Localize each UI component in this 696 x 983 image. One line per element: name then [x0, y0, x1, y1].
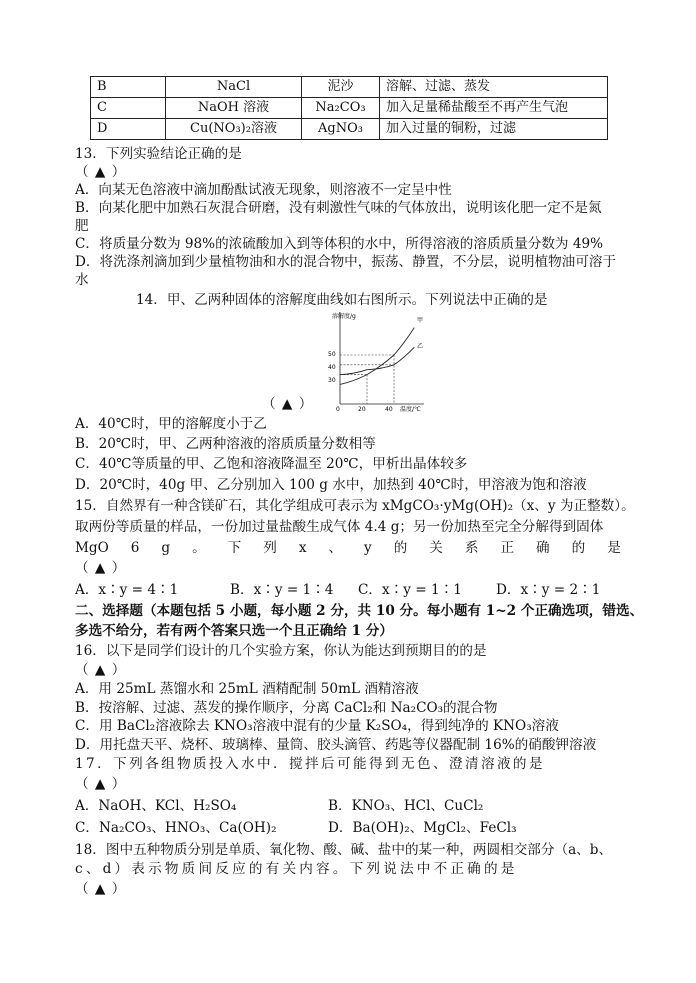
q16-stem: 16．以下是同学们设计的几个实验方案，你认为能达到预期目的的是: [75, 643, 487, 659]
curve-yi-label: 乙: [417, 343, 424, 350]
impurity-cell: Na₂CO₃: [302, 98, 380, 119]
y-tick-50: 50: [328, 351, 336, 358]
table-row: [91, 119, 608, 140]
q13-option-c: C．将质量分数为 98%的浓硫酸加入到等体积的水中，所得溶液的溶质质量分数为 49%: [75, 236, 604, 252]
q13-option-d: D．将洗涤剂滴加到少量植物油和水的混合物中，振荡、静置，不分层，说明植物油可溶于: [75, 254, 617, 270]
q14-option-b: B．20℃时，甲、乙两种溶液的溶质质量分数相等: [75, 436, 376, 452]
q17-option-c: C．Na₂CO₃、HNO₃、Ca(OH)₂: [75, 820, 277, 836]
q13-option-b: B．向某化肥中加熟石灰混合研磨，没有刺激性气味的气体放出，说明该化肥一定不是氮: [75, 200, 602, 216]
q17-option-a: A．NaOH、KCl、H₂SO₄: [75, 798, 237, 814]
q18-line1: 18．图中五种物质分别是单质、氧化物、酸、碱、盐中的某一种，两圆相交部分（a、b、: [75, 842, 613, 858]
substance-cell: NaOH 溶液: [166, 98, 302, 119]
q14-answer-mark: （ ▲ ）: [262, 396, 314, 412]
q15-line3: [75, 538, 621, 558]
q16-option-c: C．用 BaCl₂溶液除去 KNO₃溶液中混有的少量 K₂SO₄，得到纯净的 KNO₃溶液: [75, 718, 559, 734]
x-axis-label: 温度/℃: [400, 406, 421, 412]
y-tick-30: 30: [328, 377, 336, 384]
q17-option-b: B．KNO₃、HCl、CuCl₂: [328, 798, 484, 814]
q13-option-b-cont: 肥: [75, 218, 89, 234]
q15-answer-mark: （ ▲ ）: [75, 560, 127, 576]
q15-word: 关: [429, 540, 443, 556]
table-row: [91, 77, 608, 98]
x-tick-0: 0: [336, 406, 340, 412]
q17-stem: 17．下列各组物质投入水中．搅拌后可能得到无色、澄清溶液的是: [75, 756, 545, 772]
q16-option-a: A．用 25mL 蒸馏水和 25mL 酒精配制 50mL 酒精溶液: [75, 681, 419, 697]
q15-option-d: D．x∶y = 2∶1: [496, 582, 601, 598]
q15-word: 确: [536, 540, 550, 556]
q13-option-d-cont: 水: [75, 272, 89, 288]
solubility-chart: [316, 308, 436, 412]
q14-option-a: A．40℃时，甲的溶解度小于乙: [75, 416, 267, 432]
curve-jia: [340, 328, 414, 385]
substance-cell: Cu(NO₃)₂溶液: [166, 119, 302, 140]
q14-stem: 14．甲、乙两种固体的溶解度曲线如右图所示。下列说法中正确的是: [136, 292, 548, 308]
q15-word: g: [161, 540, 171, 556]
q17-option-d: D．Ba(OH)₂、MgCl₂、FeCl₃: [328, 820, 517, 836]
separation-table: [90, 76, 608, 140]
row-label: C: [91, 98, 166, 119]
q13-stem: 13．下列实验结论正确的是: [75, 146, 242, 162]
q15-word: y: [364, 540, 372, 556]
q18-answer-mark: （ ▲ ）: [75, 881, 127, 897]
q15-word: 的: [571, 540, 586, 556]
q15-option-c: C．x∶y = 1∶1: [358, 582, 462, 598]
q15-word: 6: [130, 540, 140, 556]
q15-option-a: A．x∶y = 4∶1: [75, 582, 179, 598]
q15-option-b: B．x∶y = 1∶4: [230, 582, 334, 598]
method-cell: 溶解、过滤、蒸发: [380, 77, 608, 98]
impurity-cell: AgNO₃: [302, 119, 380, 140]
impurity-cell: 泥沙: [302, 77, 380, 98]
q15-line1: 15．自然界有一种含镁矿石，其化学组成可表示为 xMgCO₃·yMg(OH)₂（x、y 为正整数）。: [75, 498, 635, 514]
q15-word: 下: [227, 540, 242, 556]
q15-word: 列: [263, 540, 277, 556]
guide-lines: [340, 355, 394, 404]
q16-option-b: B．按溶解、过滤、蒸发的操作顺序，分离 CaCl₂和 Na₂CO₃的混合物: [75, 700, 498, 716]
method-cell: 加入足量稀盐酸至不再产生气泡: [380, 98, 608, 119]
curve-yi: [340, 347, 414, 374]
q14-option-d: D．20℃时，40g 甲、乙分别加入 100 g 水中，加热到 40℃时，甲溶液为饱和溶液: [75, 477, 587, 493]
section2-heading: 二、选择题（本题包括 5 小题，每小题 2 分，共 10 分。每小题有 1~2 个正确选项，错选、: [75, 603, 644, 619]
row-label: B: [91, 77, 166, 98]
q16-option-d: D．用托盘天平、烧杯、玻璃棒、量筒、胶头滴管、药匙等仪器配制 16%的硝酸钾溶液: [75, 737, 597, 753]
q15-word: 的: [393, 540, 408, 556]
q15-word: 正: [500, 540, 515, 556]
y-axis-label: 溶解度/g: [332, 313, 356, 320]
q16-answer-mark: （ ▲ ）: [75, 662, 127, 678]
q15-word: 系: [464, 540, 479, 556]
x-tick-40: 40: [385, 406, 393, 412]
curve-jia-label: 甲: [417, 317, 424, 324]
table-row: [91, 98, 608, 119]
section2-heading-cont: 多选不给分，若有两个答案只选一个且正确给 1 分）: [75, 623, 393, 639]
q15-word: 是: [607, 540, 621, 556]
q13-option-a: A．向某无色溶液中滴加酚酞试液无现象，则溶液不一定呈中性: [75, 182, 452, 198]
q17-answer-mark: （ ▲ ）: [75, 776, 127, 792]
q18-line2: c、d）表示物质间反应的有关内容。下列说法中不正确的是: [75, 861, 518, 877]
method-cell: 加入过量的铜粉，过滤: [380, 119, 608, 140]
q14-option-c: C．40℃等质量的甲、乙饱和溶液降温至 20℃，甲析出晶体较多: [75, 456, 468, 472]
q15-word: 、: [328, 540, 343, 556]
row-label: D: [91, 119, 166, 140]
x-tick-20: 20: [358, 406, 366, 412]
y-tick-40: 40: [328, 364, 336, 371]
q13-answer-mark: （ ▲ ）: [75, 164, 127, 180]
q15-line2: 取两份等质量的样品，一份加过量盐酸生成气体 4.4 g；另一份加热至完全分解得到固体: [75, 519, 604, 535]
q15-word: x: [298, 540, 307, 556]
q15-word: 。: [192, 540, 206, 556]
substance-cell: NaCl: [166, 77, 302, 98]
q15-word: MgO: [75, 540, 109, 556]
